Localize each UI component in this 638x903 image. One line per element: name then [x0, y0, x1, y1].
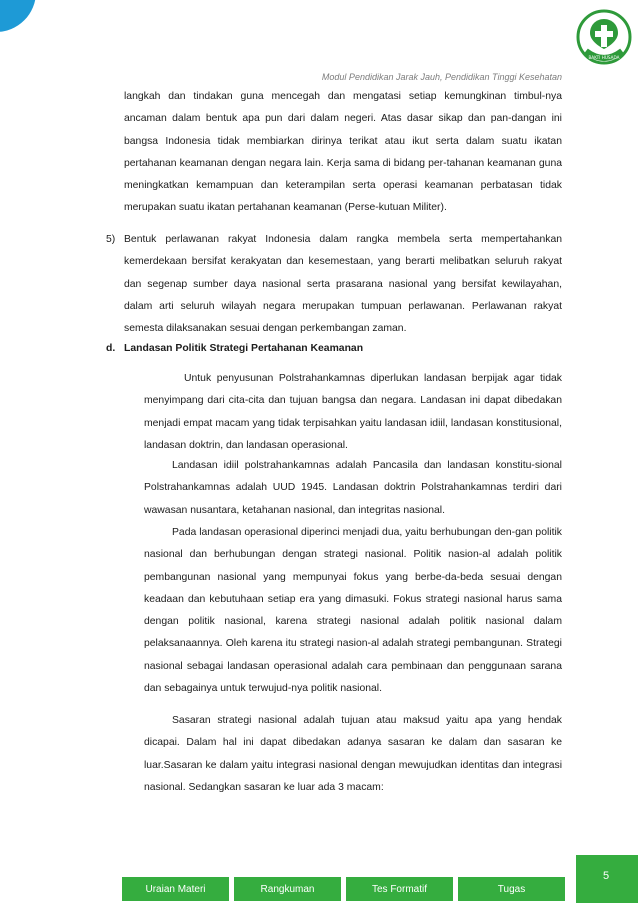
footer-navigation: [122, 877, 565, 901]
section-d-title: Landasan Politik Strategi Pertahanan Keamanan: [124, 343, 364, 354]
continuation-paragraph: langkah dan tindakan guna mencegah dan mengatasi setiap kemungkinan timbul-nya ancaman dalam bentuk apa pun dari dalam negeri. Atas dasar sikap dan pan-dangan ini bangsa Indonesia tidak membiarkan dirinya terikat atau ikut serta dalam suatu ikatan pertahanan keamanan dengan negara lain. Kerja sama di bidang per-tahanan keamanan guna meningkatkan kemampuan dan keterampilan serta operasi keamanan perbatasan tidak merupakan suatu ikatan pertahanan keamanan (Perse-kutuan Militer).: [124, 91, 562, 214]
section-d-paragraph-3: Pada landasan operasional diperinci menjadi dua, yaitu berhubungan den-gan politik nasional dan berhubungan dengan strategi nasional. Politik nasion-al adalah politik pembangunan nasional yang mempunyai fokus yang berbe-da-beda sesuai dengan keadaan dan kebutuhaan setiap era yang dimasuki. Fokus strategi nasional harus sama dengan politik nasional, karena strategi nasional adalah politik nasional dalam pelaksanaannya. Oleh karena itu strategi nasion-al adalah strategi pembangunan. Strategi nasional sebagai landasan operasional adalah cara pembinaan dan penggunaan sarana dan sebagainya untuk terwujud-nya politik nasional.: [144, 527, 562, 695]
section-d-marker: d.: [106, 343, 116, 354]
section-d-paragraph-1: Untuk penyusunan Polstrahankamnas diperlukan landasan berpijak agar tidak menyimpang dari cita-cita dan tujuan bangsa dan negara. Landasan ini dapat dibedakan menjadi empat macam yang tidak terpisahkan yaitu landasan idiil, landasan konstitusional, landasan doktrin, dan landasan operasional.: [144, 373, 562, 451]
page-number: 5: [602, 870, 610, 882]
tab-tes-formatif[interactable]: Tes Formatif: [346, 877, 453, 901]
svg-text:BAKTI HUSADA: BAKTI HUSADA: [588, 55, 620, 60]
corner-decoration: [0, 0, 36, 32]
running-header: Modul Pendidikan Jarak Jauh, Pendidikan Tinggi Kesehatan: [321, 72, 562, 82]
item-5-paragraph: Bentuk perlawanan rakyat Indonesia dalam rangka membela serta mempertahankan kemerdekaan bersifat kerakyatan dan kesemestaan, yang berarti melibatkan seluruh rakyat dan segenap sumber daya nasional serta prasarana nasional yang bersifat kewilayahan, dalam arti seluruh wilayah negara merupakan tumpuan perlawanan. Perlawanan rakyat semesta dilaksanakan sesuai dengan perkembangan zaman.: [124, 234, 562, 335]
bakti-husada-logo: [574, 5, 634, 73]
tab-rangkuman[interactable]: Rangkuman: [234, 877, 341, 901]
tab-uraian-materi[interactable]: Uraian Materi: [122, 877, 229, 901]
section-d-paragraph-4: Sasaran strategi nasional adalah tujuan atau maksud yaitu apa yang hendak dicapai. Dalam hal ini dapat dibedakan adanya sasaran ke dalam dan sasaran ke luar.Sasaran ke dalam yaitu integrasi nasional dengan mewujudkan identitas dan integrasi nasional. Sedangkan sasaran ke luar ada 3 macam:: [144, 715, 562, 793]
tab-tugas[interactable]: Tugas: [458, 877, 565, 901]
item-5-marker: 5): [106, 234, 116, 245]
section-d-paragraph-2: Landasan idiil polstrahankamnas adalah Pancasila dan landasan konstitu-sional Polstrahankamnas adalah UUD 1945. Landasan doktrin Polstrahankamnas terdiri dari wawasan nusantara, ketahanan nasional, dan integritas nasional.: [144, 460, 562, 516]
